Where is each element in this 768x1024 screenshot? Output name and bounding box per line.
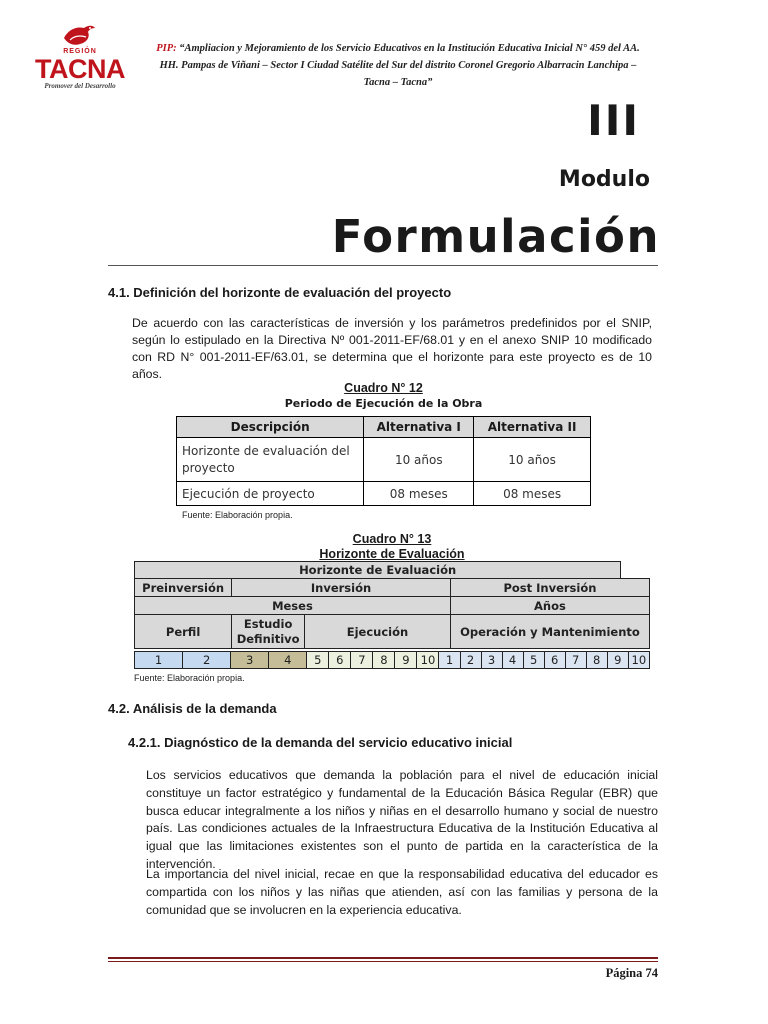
timeline-cell: 8	[373, 652, 395, 669]
page-number: Página 74	[605, 966, 658, 980]
table-cell: 08 meses	[364, 482, 474, 506]
section-4-1-heading: 4.1. Definición del horizonte de evaluación del proyecto	[108, 285, 452, 300]
logo-region-text: REGIÓN	[63, 48, 97, 55]
header-operacion: Operación y Mantenimiento	[450, 615, 649, 649]
table-cell: 10 años	[474, 438, 591, 482]
timeline-cell: 10	[628, 652, 649, 669]
cuadro-13-source: Fuente: Elaboración propia.	[134, 673, 245, 683]
timeline-cell: 9	[395, 652, 417, 669]
header-alternativa-1: Alternativa I	[364, 417, 474, 438]
module-label: Modulo	[558, 167, 650, 192]
table-header-row	[177, 417, 591, 438]
cuadro-13-subtitle: Horizonte de Evaluación	[319, 547, 465, 561]
cuadro-12-subtitle: Periodo de Ejecución de la Obra	[284, 397, 483, 410]
section-4-2-1-paragraph-2: La importancia del nivel inicial, recae en que la responsabilidad educativa del educador es compartida con los niños y las niñas que atienden, así con las familias y persona de la comunidad que se involucren en la experiencia educativa.	[146, 867, 658, 917]
table-cell: 10 años	[364, 438, 474, 482]
table-row	[135, 615, 650, 649]
timeline-cell: 4	[502, 652, 523, 669]
table-title: Horizonte de Evaluación	[135, 562, 621, 579]
timeline-cell: 6	[329, 652, 351, 669]
header-inversion: Inversión	[232, 579, 451, 597]
header-preinversion: Preinversión	[135, 579, 232, 597]
timeline-cell: 6	[544, 652, 565, 669]
table-row	[177, 438, 591, 482]
cuadro-12-source: Fuente: Elaboración propia.	[182, 510, 293, 520]
section-4-2-1-heading: 4.2.1. Diagnóstico de la demanda del servicio educativo inicial	[128, 735, 513, 750]
timeline-cell: 7	[351, 652, 373, 669]
table-cell: Ejecución de proyecto	[177, 482, 364, 506]
logo-slogan: Promover del Desarrollo	[44, 82, 116, 90]
header-alternativa-2: Alternativa II	[474, 417, 591, 438]
timeline-cell: 5	[523, 652, 544, 669]
pip-line-1	[130, 40, 666, 57]
timeline-cell: 4	[269, 652, 307, 669]
section-4-2-heading: 4.2. Análisis de la demanda	[108, 701, 277, 716]
title-divider	[108, 265, 658, 266]
cuadro-13-timeline	[134, 651, 650, 669]
timeline-cell: 10	[417, 652, 439, 669]
table-row	[135, 597, 650, 615]
footer-divider	[108, 957, 658, 959]
header-descripcion: Descripción	[177, 417, 364, 438]
chapter-number: III	[587, 96, 640, 145]
pip-line-2: HH. Pampas de Viñani – Sector I Ciudad Satélite del Sur del distrito Coronel Gregorio Albarracin Lanchipa –	[159, 60, 637, 71]
timeline-cell: 1	[439, 652, 460, 669]
region-tacna-logo	[30, 22, 130, 92]
header-post-inversion: Post Inversión	[450, 579, 649, 597]
pip-line-3: Tacna – Tacna”	[363, 77, 433, 88]
timeline-cell: 7	[565, 652, 586, 669]
timeline-cell: 3	[231, 652, 269, 669]
timeline-cell: 1	[135, 652, 183, 669]
timeline-cell: 8	[586, 652, 607, 669]
bird-logo-icon	[62, 24, 96, 48]
timeline-cell: 3	[481, 652, 502, 669]
timeline-cell: 9	[607, 652, 628, 669]
table-cell: Horizonte de evaluación del proyecto	[177, 438, 364, 482]
header-estudio-definitivo: Estudio Definitivo	[232, 615, 305, 649]
cuadro-13-table	[134, 561, 650, 649]
cuadro-12-table	[176, 416, 591, 506]
table-cell: 08 meses	[474, 482, 591, 506]
header-perfil: Perfil	[135, 615, 232, 649]
table-row	[135, 562, 650, 579]
pip-prefix: PIP:	[156, 43, 177, 54]
section-4-2-1-paragraph-1: Los servicios educativos que demanda la población para el nivel de educación inicial constituye un factor estratégico y fundamental de la Educación Básica Regular (EBR) que busca educar integralmente a los niños y niñas en el desarrollo humano y social de nuestro país. Las condiciones actuales de la Infraestructura Educativa de la Institución Educativa al igual que las limitaciones existentes son el punto de partida en la característica de la intervención.	[146, 768, 658, 871]
timeline-cell: 2	[183, 652, 231, 669]
header-meses: Meses	[135, 597, 451, 615]
section-4-1-paragraph: De acuerdo con las características de inversión y los parámetros predefinidos por el SNIP, según lo estipulado en la Directiva Nº 001-2011-EF/68.01 y en el anexo SNIP 10 modificado con RD N° 001-2011-EF/63.01, se determina que el horizonte para este proyecto es de 10 años.	[132, 316, 652, 381]
cuadro-13-caption: Cuadro N° 13	[352, 532, 432, 546]
table-row	[135, 652, 650, 669]
table-row	[177, 482, 591, 506]
pip-text-1: “Ampliacion y Mejoramiento de los Servicio Educativos en la Institución Educativa Inicial N° 459 del AA.	[179, 43, 640, 54]
chapter-title: Formulación	[331, 210, 660, 263]
footer-divider-thin	[108, 961, 658, 962]
header-anos: Años	[450, 597, 649, 615]
cuadro-12-caption: Cuadro N° 12	[344, 381, 423, 395]
table-row	[135, 579, 650, 597]
header-ejecucion: Ejecución	[305, 615, 451, 649]
project-header	[130, 40, 666, 91]
timeline-cell: 2	[460, 652, 481, 669]
timeline-cell: 5	[307, 652, 329, 669]
logo-tacna-text: TACNA	[35, 54, 125, 84]
